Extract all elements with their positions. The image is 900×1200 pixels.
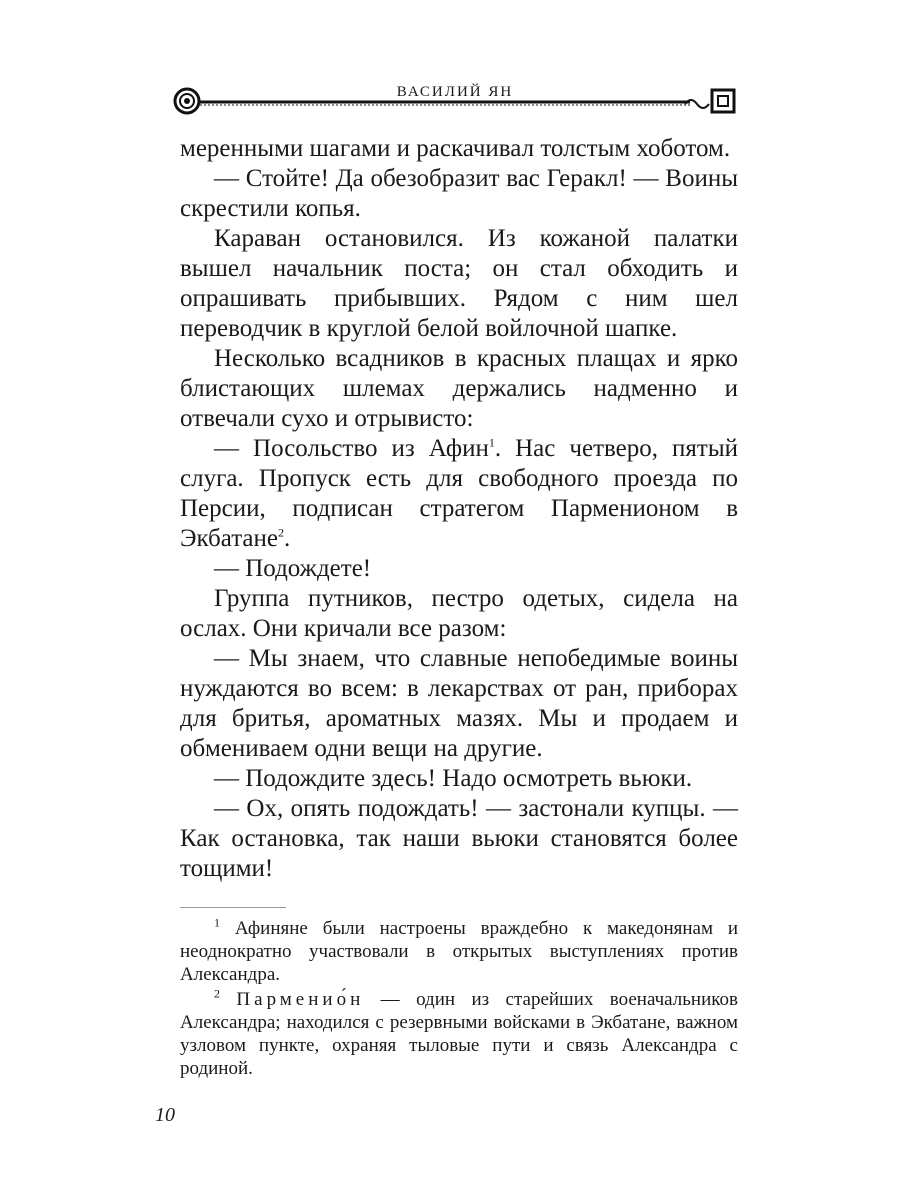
footnote-mark: 2	[214, 986, 220, 1001]
text-span: . Нас четверо, пятый слуга. Пропуск есть для свободного проезда по Персии, подписан стратегом Парменионом в Экбатане	[180, 435, 738, 552]
page-number: 10	[155, 1104, 175, 1126]
paragraph: Несколько всадников в красных плащах и ярко блистающих шлемах держались надменно и отвечали сухо и отрывисто:	[180, 345, 738, 432]
footnotes	[180, 917, 738, 1082]
paragraph: — Мы знаем, что славные непобедимые воины нуждаются во всем: в лекарствах от ран, приборах для бритья, ароматных мазях. Мы и продаем и обмениваем одни вещи на другие.	[180, 645, 738, 762]
footnote-ref[interactable]: 2	[278, 525, 284, 540]
footnote	[180, 917, 738, 986]
author-name: ВАСИЛИЙ ЯН	[396, 84, 514, 100]
footnote-text: — один из старейших военачальников Александра; находился с резервными войсками в Экбатане, важном узловом пункте, охраняя тыловые пути и связь Александра с родиной.	[180, 989, 738, 1079]
footnote-ref[interactable]: 1	[488, 435, 495, 450]
running-header	[170, 80, 740, 120]
paragraph: — Подождете!	[214, 555, 372, 582]
paragraph: меренными шагами и раскачивал толстым хоботом.	[180, 135, 731, 162]
footnote	[180, 988, 738, 1080]
text-span: — Посольство из Афин	[214, 435, 489, 462]
paragraph: — Подождите здесь! Надо осмотреть вьюки.	[214, 765, 693, 792]
footnote-text: Афиняне были настроены враждебно к македонянам и неоднократно участвовали в открытых выступлениях против Александра.	[180, 918, 739, 985]
footnote-divider	[180, 907, 286, 908]
paragraph: Караван остановился. Из кожаной палатки вышел начальник поста; он стал обходить и опрашивать прибывших. Рядом с ним шел переводчик в круглой белой войлочной шапке.	[180, 225, 738, 342]
paragraph: — Ох, опять подождать! — застонали купцы. — Как остановка, так наши вьюки становятся более тощими!	[180, 795, 738, 882]
footnote-mark: 1	[214, 915, 220, 930]
paragraph: — Стойте! Да обезобразит вас Геракл! — Воины скрестили копья.	[180, 165, 738, 222]
text-span: .	[284, 525, 291, 552]
paragraph	[180, 434, 738, 554]
paragraph: Группа путников, пестро одетых, сидела на ослах. Они кричали все разом:	[180, 585, 738, 642]
main-text	[180, 134, 738, 884]
footnote-term: Парменио́н	[236, 989, 365, 1010]
